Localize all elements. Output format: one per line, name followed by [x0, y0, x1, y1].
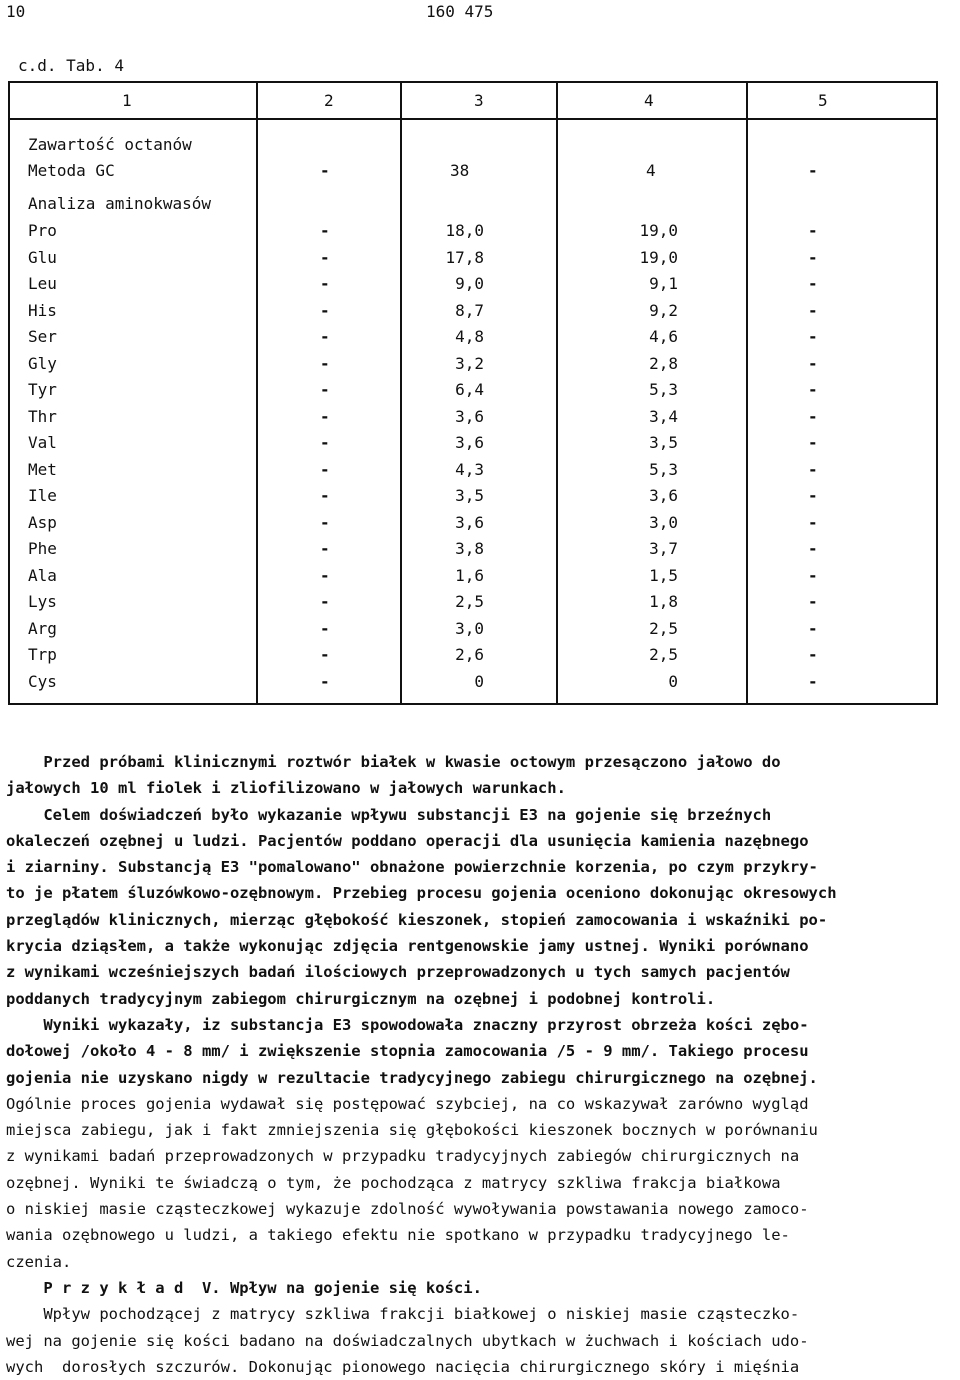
body-line: krycia dziąsłem, a także wykonując zdjęcia rentgenowskie jamy ustnej. Wyniki porównano [6, 937, 809, 956]
body-line: Ogólnie proces gojenia wydawał się postępować szybciej, na co wskazywał zarówno wygląd [6, 1094, 809, 1113]
cell-col5: - [808, 618, 818, 638]
cell-col2: - [320, 327, 330, 346]
column-number-1: 1 [122, 91, 132, 110]
cell-col5: - [808, 671, 818, 691]
row-label: Ile [28, 486, 57, 505]
row-label: Pro [28, 221, 57, 240]
cell-col2: - [320, 671, 330, 691]
body-text [6, 749, 958, 1380]
cell-col4: 4 [646, 161, 656, 180]
body-line: P r z y k ł a d V. Wpływ na gojenie się kości. [6, 1278, 482, 1297]
cell-col3: 4,8 [455, 327, 484, 346]
column-number-5: 5 [818, 91, 828, 110]
cell-col3: 1,6 [455, 565, 484, 585]
body-line: wania ozębnowego u ludzi, a takiego efektu nie spotkano w przypadku tradycyjnego le- [6, 1226, 790, 1245]
cell-col4: 2,5 [649, 618, 678, 638]
body-line: Wpływ pochodzącej z matrycy szkliwa frakcji białkowej o niskiej masie cząsteczko- [6, 1305, 800, 1324]
cell-col5: - [808, 459, 818, 479]
row-label: Arg [28, 618, 57, 638]
cell-col5: - [808, 539, 818, 558]
cell-col5: - [808, 486, 818, 505]
cell-col4: 5,3 [649, 380, 678, 399]
body-line: dołowej /około 4 - 8 mm/ i zwiększenie stopnia zamocowania /5 - 9 mm/. Takiego procesu [6, 1042, 809, 1061]
page-number: 10 [6, 2, 26, 21]
row-label: Thr [28, 406, 57, 426]
cell-col3: 0 [474, 671, 484, 691]
cell-col4: 5,3 [649, 459, 678, 479]
cell-col3: 17,8 [445, 247, 484, 267]
cell-col4: 1,8 [649, 592, 678, 611]
cell-col2: - [320, 433, 330, 452]
body-line: z wynikami wcześniejszych badań ilościowych przeprowadzonych u tych samych pacjentów [6, 963, 790, 982]
cell-col4: 3,6 [649, 486, 678, 505]
cell-col5: - [808, 592, 818, 611]
cell-col3: 3,6 [455, 512, 484, 532]
cell-col2: - [320, 274, 330, 293]
cell-col4: 4,6 [649, 327, 678, 346]
body-line: czenia. [6, 1252, 72, 1271]
section-title-amino-acids: Analiza aminokwasów [28, 194, 212, 213]
cell-col5: - [808, 327, 818, 346]
cell-col5: - [808, 512, 818, 532]
cell-col5: - [808, 380, 818, 399]
cell-col4: 9,1 [649, 274, 678, 293]
body-line: wej na gojenie się kości badano na doświadczalnych ubytkach w żuchwach i kościach udo- [6, 1331, 809, 1350]
cell-col3: 3,6 [455, 406, 484, 426]
cell-col2: - [320, 512, 330, 532]
body-line: z wynikami badań przeprowadzonych w przypadku tradycyjnych zabiegów chirurgicznych na [6, 1147, 800, 1166]
cell-col3: 38 [450, 161, 470, 180]
cell-col5: - [808, 247, 818, 267]
row-label: Gly [28, 353, 57, 373]
row-label: Tyr [28, 380, 57, 399]
cell-col4: 3,4 [649, 406, 678, 426]
cell-col3: 3,8 [455, 539, 484, 558]
body-line: przeglądów klinicznych, mierząc głębokość kieszonek, stopień zamocowania i wskaźniki po- [6, 910, 828, 929]
row-label: Asp [28, 512, 57, 532]
cell-col4: 19,0 [639, 221, 678, 240]
body-line: i ziarniny. Substancją E3 "pomalowano" obnażone powierzchnie korzenia, po czym przykry- [6, 858, 818, 877]
cell-col2: - [320, 592, 330, 611]
cell-col2: - [320, 565, 330, 585]
column-divider [746, 83, 748, 703]
cell-col4: 3,7 [649, 539, 678, 558]
row-label: Ser [28, 327, 57, 346]
body-line: Wyniki wykazały, iz substancja E3 spowodowała znaczny przyrost obrzeża kości zębo- [6, 1015, 809, 1034]
cell-col3: 2,6 [455, 645, 484, 664]
cell-col4: 2,5 [649, 645, 678, 664]
column-divider [256, 83, 258, 703]
column-number-3: 3 [474, 91, 484, 110]
cell-col4: 1,5 [649, 565, 678, 585]
cell-col3: 3,0 [455, 618, 484, 638]
cell-col3: 3,5 [455, 486, 484, 505]
row-label: Met [28, 459, 57, 479]
section-title-acetate: Zawartość octanów [28, 135, 192, 154]
cell-col2: - [320, 161, 330, 180]
cell-col5: - [808, 433, 818, 452]
cell-col2: - [320, 459, 330, 479]
cell-col5: - [808, 221, 818, 240]
row-label: Val [28, 433, 57, 452]
body-line: Celem doświadczeń było wykazanie wpływu substancji E3 na gojenie się brzeźnych [6, 805, 772, 824]
body-line: miejsca zabiegu, jak i fakt zmniejszenia się głębokości kieszonek bocznych w porównaniu [6, 1121, 818, 1140]
body-line: gojenia nie uzyskano nigdy w rezultacie tradycyjnego zabiegu chirurgicznego na ozębnej. [6, 1068, 818, 1087]
cell-col2: - [320, 221, 330, 240]
cell-col2: - [320, 539, 330, 558]
body-line: Przed próbami klinicznymi roztwór białek w kwasie octowym przesączono jałowo do [6, 753, 781, 771]
cell-col2: - [320, 380, 330, 399]
cell-col5: - [808, 406, 818, 426]
column-divider [400, 83, 402, 703]
cell-col5: - [808, 565, 818, 585]
cell-col3: 3,2 [455, 353, 484, 373]
cell-col5: - [808, 161, 818, 180]
cell-col4: 2,8 [649, 353, 678, 373]
row-label: Metoda GC [28, 161, 115, 180]
row-label: Lys [28, 592, 57, 611]
cell-col2: - [320, 486, 330, 505]
cell-col5: - [808, 300, 818, 320]
cell-col5: - [808, 645, 818, 664]
body-line: okaleczeń ozębnej u ludzi. Pacjentów poddano operacji dla usunięcia kamienia nazębnego [6, 831, 809, 850]
amino-acid-table [8, 81, 938, 705]
cell-col5: - [808, 353, 818, 373]
cell-col2: - [320, 300, 330, 320]
cell-col4: 3,0 [649, 512, 678, 532]
cell-col3: 9,0 [455, 274, 484, 293]
cell-col3: 6,4 [455, 380, 484, 399]
cell-col2: - [320, 645, 330, 664]
row-label: Leu [28, 274, 57, 293]
cell-col3: 3,6 [455, 433, 484, 452]
column-divider [556, 83, 558, 703]
cell-col5: - [808, 274, 818, 293]
row-label: Ala [28, 565, 57, 585]
row-label: Phe [28, 539, 57, 558]
cell-col4: 19,0 [639, 247, 678, 267]
body-line: o niskiej masie cząsteczkowej wykazuje zdolność wywoływania powstawania nowego zamoco- [6, 1200, 809, 1219]
cell-col4: 9,2 [649, 300, 678, 320]
cell-col3: 18,0 [445, 221, 484, 240]
cell-col3: 4,3 [455, 459, 484, 479]
cell-col4: 0 [668, 671, 678, 691]
cell-col2: - [320, 406, 330, 426]
row-label: Trp [28, 645, 57, 664]
table-caption: c.d. Tab. 4 [18, 56, 124, 75]
body-line: jałowych 10 ml fiolek i zliofilizowano w jałowych warunkach. [6, 779, 566, 798]
body-line: to je płatem śluzówkowo-ozębnowym. Przebieg procesu gojenia oceniono dokonując okresowych [6, 884, 837, 903]
cell-col2: - [320, 618, 330, 638]
cell-col4: 3,5 [649, 433, 678, 452]
body-line: wych dorosłych szczurów. Dokonując pionowego nacięcia chirurgicznego skóry i mięśnia [6, 1357, 800, 1376]
cell-col2: - [320, 247, 330, 267]
column-number-2: 2 [324, 91, 334, 110]
cell-col3: 8,7 [455, 300, 484, 320]
cell-col2: - [320, 353, 330, 373]
cell-col3: 2,5 [455, 592, 484, 611]
column-number-4: 4 [644, 91, 654, 110]
body-line: poddanych tradycyjnym zabiegom chirurgicznym na ozębnej i podobnej kontroli. [6, 989, 716, 1008]
patent-number: 160 475 [426, 2, 494, 21]
row-label: His [28, 300, 57, 320]
header-divider [10, 118, 936, 120]
row-label: Cys [28, 671, 57, 691]
body-line: ozębnej. Wyniki te świadczą o tym, że pochodząca z matrycy szkliwa frakcja białkowa [6, 1173, 781, 1192]
row-label: Glu [28, 247, 57, 267]
